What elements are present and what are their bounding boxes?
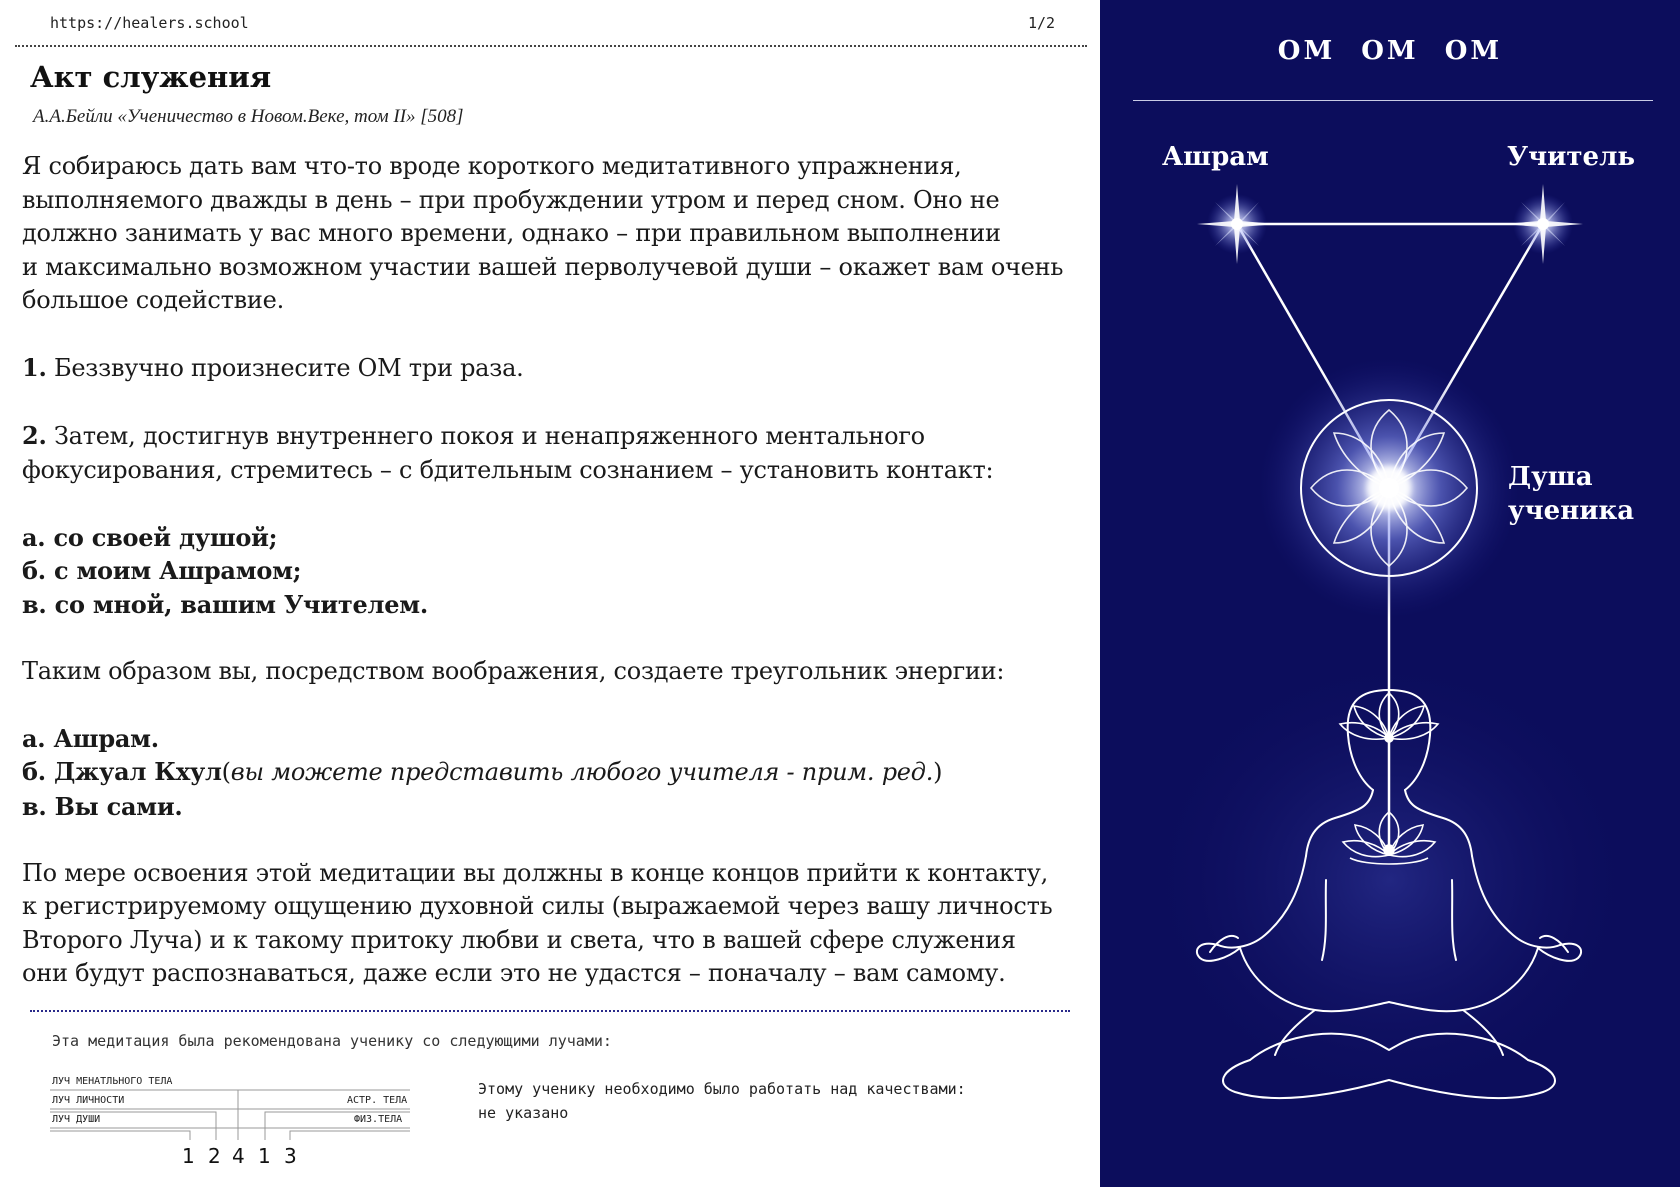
outro-line: По мере освоения этой медитации вы должны в конце концов прийти к контакту, <box>22 858 1048 887</box>
top-divider <box>15 45 1087 47</box>
physical-ray-label: ФИЗ.ТЕЛА <box>354 1114 403 1125</box>
personality-ray-label: ЛУЧ ЛИЧНОСТИ <box>52 1095 125 1106</box>
step-2-continued: фокусирования, стремитесь – с бдительным сознанием – установить контакт: <box>22 455 994 484</box>
step-2 <box>22 419 1097 454</box>
intro-line: большое содействие. <box>22 286 284 314</box>
astral-ray-label: АСТР. ТЕЛА <box>347 1095 408 1106</box>
bottom-divider <box>30 1010 1070 1012</box>
triangle-item-b: б. Джуал Кхул(вы можете представить любого учителя - прим. ред.) <box>22 757 943 786</box>
ashram-label: Ашрам <box>1162 142 1269 172</box>
ashram-star-icon <box>1197 184 1277 264</box>
mental-ray-value: 4 <box>232 1144 245 1168</box>
meditation-illustration <box>1100 0 1680 1187</box>
soul-lotus-icon <box>1259 358 1519 618</box>
qualities-value: не указано <box>478 1104 569 1122</box>
step-1 <box>22 351 1097 386</box>
mental-ray-label: ЛУЧ МЕНАТЛЬНОГО ТЕЛА <box>52 1076 173 1087</box>
meditation-text <box>22 150 1097 991</box>
recommendation-text: Эта медитация была рекомендована ученику со следующими лучами: <box>52 1032 612 1050</box>
om-chant: ОМ ОМ ОМ <box>1277 36 1503 66</box>
outro-line: к регистрируемому ощущению духовной силы (выражаемой через вашу личность <box>22 892 1053 920</box>
intro-line: Я собираюсь дать вам что-то вроде короткого медитативного упражнения, <box>22 152 962 180</box>
triangle-item-b-label: б. Джуал Кхул <box>22 757 222 786</box>
source-url[interactable]: https://healers.school <box>50 14 249 32</box>
soul-ray-label: ЛУЧ ДУШИ <box>52 1114 101 1125</box>
astral-ray-value: 1 <box>258 1144 271 1168</box>
triangle-intro: Таким образом вы, посредством воображения, создаете треугольник энергии: <box>22 656 1005 685</box>
triangle-diagram <box>1100 0 1680 1187</box>
step-2-text: Затем, достигнув внутреннего покоя и ненапряженного ментального <box>46 422 925 450</box>
page-title: Акт служения <box>30 60 272 94</box>
soul-label: Душа ученика <box>1508 462 1635 526</box>
contact-item: в. со мной, вашим Учителем. <box>22 589 428 619</box>
panel-divider <box>1133 100 1653 101</box>
personality-ray-value: 2 <box>208 1144 221 1168</box>
teacher-star-icon <box>1503 184 1583 264</box>
qualities-block <box>478 1077 966 1125</box>
triangle-item-a: а. Ашрам. <box>22 723 159 753</box>
ray-formula <box>50 1068 430 1178</box>
outro-line: Второго Луча) и к такому притоку любви и света, что в вашей сфере служения <box>22 925 1016 954</box>
physical-ray-value: 3 <box>284 1144 297 1168</box>
step-2-number: 2. <box>22 421 47 450</box>
intro-line: выполняемого дважды в день – при пробуждении утром и перед сном. Оно не <box>22 185 1000 214</box>
triangle-item-c: в. Вы сами. <box>22 791 183 821</box>
intro-line: должно занимать у вас много времени, однако – при правильном выполнении <box>22 219 1001 247</box>
step-1-number: 1. <box>22 353 47 382</box>
contact-item: б. с моим Ашрамом; <box>22 556 302 585</box>
editor-note: вы можете представить любого учителя - прим. ред. <box>230 758 934 786</box>
page-number: 1/2 <box>1028 14 1056 32</box>
teacher-label: Учитель <box>1507 142 1636 172</box>
intro-line: и максимально возможном участии вашей перволучевой души – окажет вам очень <box>22 252 1064 281</box>
source-citation: А.А.Бейли «Ученичество в Новом.Веке, том II» [508] <box>33 106 464 127</box>
soul-ray-value: 1 <box>182 1144 195 1168</box>
contact-item: а. со своей душой; <box>22 522 278 552</box>
step-1-text: Беззвучно произнесите ОМ три раза. <box>46 354 524 382</box>
outro-line: они будут распознаваться, даже если это не удастся – поначалу – вам самому. <box>22 959 1006 987</box>
qualities-label: Этому ученику необходимо было работать над качествами: <box>478 1080 966 1098</box>
